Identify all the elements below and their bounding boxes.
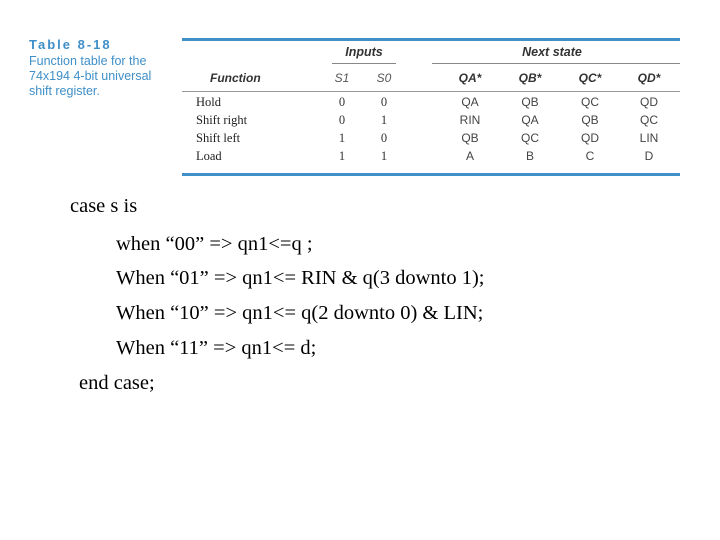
- cell-qd: QD: [640, 95, 658, 109]
- cell-qb: QA: [521, 113, 539, 127]
- code-line-when-11: When “11” => qn1<= d;: [116, 337, 317, 359]
- caption-title: Table 8-18: [29, 37, 112, 52]
- cell-s0: 0: [380, 95, 388, 109]
- cell-function: Shift left: [196, 131, 241, 145]
- col-header-s1: S1: [334, 71, 350, 85]
- col-header-qd: QD*: [637, 71, 661, 85]
- cell-qd: QC: [640, 113, 658, 127]
- cell-s0: 1: [380, 113, 388, 127]
- cell-s1: 0: [338, 113, 346, 127]
- cell-qa: RIN: [459, 113, 481, 127]
- col-header-s0: S0: [376, 71, 392, 85]
- next-state-group-header: Next state: [522, 45, 582, 59]
- table-caption: [29, 37, 175, 99]
- cell-qc: QC: [581, 95, 599, 109]
- code-line-when-01: When “01” => qn1<= RIN & q(3 downto 1);: [116, 267, 485, 289]
- table-row: [182, 93, 680, 111]
- next-state-group-rule: [432, 63, 680, 64]
- cell-qd: LIN: [639, 131, 659, 145]
- col-header-qc: QC*: [578, 71, 602, 85]
- inputs-group-header: Inputs: [345, 45, 383, 59]
- cell-qa: A: [465, 149, 474, 163]
- cell-qb: QB: [521, 95, 539, 109]
- cell-function: Hold: [196, 95, 221, 109]
- table-row: [182, 147, 680, 165]
- cell-qd: D: [644, 149, 654, 163]
- cell-qc: QB: [581, 113, 599, 127]
- cell-qa: QB: [461, 131, 479, 145]
- code-line-end-case: end case;: [79, 372, 155, 394]
- cell-qc: C: [585, 149, 595, 163]
- cell-function: Load: [196, 149, 222, 163]
- cell-s0: 0: [380, 131, 388, 145]
- col-header-qa: QA*: [458, 71, 482, 85]
- code-line-when-10: When “10” => qn1<= q(2 downto 0) & LIN;: [116, 302, 484, 324]
- code-line-case: case s is: [70, 195, 138, 217]
- caption-description: Function table for the 74x194 4-bit universal shift register.: [29, 54, 152, 98]
- table-row: [182, 129, 680, 147]
- cell-qa: QA: [461, 95, 479, 109]
- cell-s1: 0: [338, 95, 346, 109]
- table-row: [182, 111, 680, 129]
- cell-qc: QD: [581, 131, 599, 145]
- cell-qb: QC: [521, 131, 539, 145]
- col-header-function: Function: [210, 71, 261, 85]
- inputs-group-rule: [332, 63, 396, 64]
- code-line-when-00: when “00” => qn1<=q ;: [116, 233, 313, 255]
- cell-s1: 1: [338, 149, 346, 163]
- col-header-qb: QB*: [518, 71, 542, 85]
- cell-qb: B: [525, 149, 534, 163]
- header-rule: [182, 91, 680, 92]
- cell-s1: 1: [338, 131, 346, 145]
- function-table: [182, 38, 680, 176]
- cell-s0: 1: [380, 149, 388, 163]
- cell-function: Shift right: [196, 113, 248, 127]
